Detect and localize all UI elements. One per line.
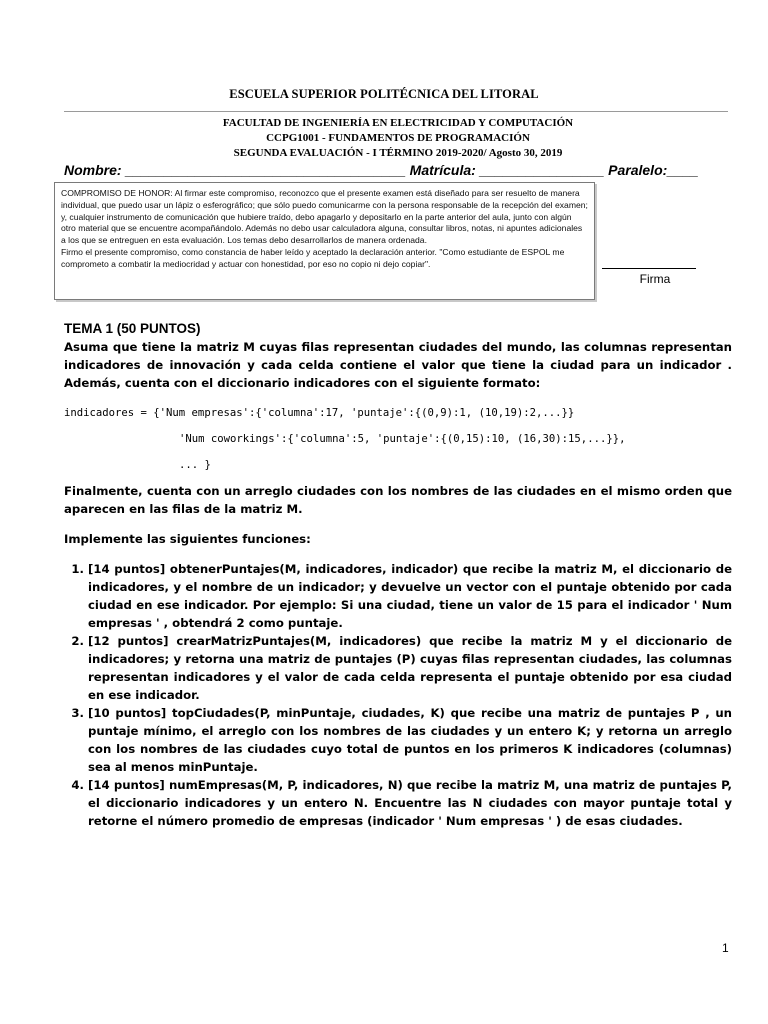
- function-item-crearmatrizpuntajes: 2. [12 puntos] crearMatrizPuntajes(M, indicadores) que recibe la matriz M y el diccionario de indicadores; y retorna una matriz de puntajes (P) cuyas filas representan ciudades, las columnas representan indicadores y el valor de cada celda representa el puntaje obtenido por esa ciudad en ese indicador.: [88, 632, 732, 704]
- function-list: [64, 560, 732, 830]
- signature-label: Firma: [639, 272, 671, 286]
- code-line-1: indicadores = {'Num empresas':{'columna':17, 'puntaje':{(0,9):1, (10,19):2,...}}: [64, 407, 575, 419]
- course-line: CCPG1001 - FUNDAMENTOS DE PROGRAMACIÓN: [266, 132, 530, 144]
- signature-line[interactable]: [602, 268, 696, 269]
- nombre-label: Nombre:: [64, 162, 122, 178]
- faculty-line: FACULTAD DE INGENIERÍA EN ELECTRICIDAD Y COMPUTACIÓN: [222, 117, 574, 129]
- paralelo-field[interactable]: ____: [667, 162, 699, 178]
- exam-line: SEGUNDA EVALUACIÓN - I TÉRMINO 2019-2020/ Agosto 30, 2019: [233, 147, 563, 159]
- tema1-implemente: Implemente las siguientes funciones:: [64, 532, 311, 546]
- code-line-2: 'Num coworkings':{'columna':5, 'puntaje':{(0,15):10, (16,30):15,...}},: [179, 433, 626, 445]
- student-fields: [64, 162, 744, 178]
- header-divider: [64, 111, 728, 112]
- page-number: 1: [722, 941, 729, 955]
- honor-pledge-signature-text: Firmo el presente compromiso, como constancia de haber leído y aceptado la declaración anterior. "Como estudiante de ESPOL me comprometo a combatir la mediocridad y actuar con honestidad, por eso no copio ni dejo copiar".: [61, 246, 565, 269]
- function-item-topciudades: 3. [10 puntos] topCiudades(P, minPuntaje, ciudades, K) que recibe una matriz de puntajes P , un puntaje mínimo, el arreglo con los nombres de las ciudades y un entero K; y retorna un arreglo con los nombres de las ciudades cuyo total de puntos en los primeros K indicadores (columnas) sea al menos minPuntaje.: [88, 704, 732, 776]
- nombre-field[interactable]: ____________________________________: [125, 162, 406, 178]
- matricula-label: Matrícula:: [409, 162, 476, 178]
- institution-title: ESCUELA SUPERIOR POLITÉCNICA DEL LITORAL: [229, 87, 539, 101]
- function-item-numempresas: 4. [14 puntos] numEmpresas(M, P, indicadores, N) que recibe la matriz M, una matriz de puntajes P, el diccionario indicadores y un entero N. Encuentre las N ciudades con mayor puntaje total y retorne el número promedio de empresas (indicador ' Num empresas ' ) de esas ciudades.: [88, 776, 732, 830]
- exam-header: [0, 116, 768, 161]
- tema1-intro: Asuma que tiene la matriz M cuyas filas representan ciudades del mundo, las columnas representan indicadores de innovación y cada celda contiene el valor que tiene la ciudad para un indicador . Además, cuenta con el diccionario indicadores con el siguiente formato:: [64, 340, 732, 390]
- tema1-title: TEMA 1 (50 PUNTOS): [64, 321, 201, 336]
- tema1-section: [64, 320, 732, 830]
- matricula-field[interactable]: ________________: [479, 162, 605, 178]
- tema1-ciudades-text: Finalmente, cuenta con un arreglo ciudades con los nombres de las ciudades en el mismo orden que aparecen en las filas de la matriz M.: [64, 484, 732, 516]
- code-line-3: ... }: [179, 459, 211, 471]
- honor-pledge-box: [54, 182, 595, 300]
- function-item-obtenerpuntajes: 1. [14 puntos] obtenerPuntajes(M, indicadores, indicador) que recibe la matriz M, el diccionario de indicadores, y el nombre de un indicador; y devuelve un vector con el puntaje obtenido por cada ciudad en ese indicador. Por ejemplo: Si una ciudad, tiene un valor de 15 para el indicador ' Num empresas ' , obtendrá 2 como puntaje.: [88, 560, 732, 632]
- indicadores-code-block: [64, 400, 732, 478]
- paralelo-label: Paralelo:: [608, 162, 668, 178]
- honor-pledge-text: COMPROMISO DE HONOR: Al firmar este compromiso, reconozco que el presente examen está diseñado para ser resuelto de manera individual, que puedo usar un lápiz o esferográfico; que sólo puedo comunicarme con la persona responsable de la recepción del examen; y, cualquier instrumento de comunicación que hubiere traído, debo apagarlo y depositarlo en la parte anterior del aula, junto con algún otro material que se encuentre acompañándolo. Además no debo usar calculadora alguna, consultar libros, notas, ni apuntes adicionales a los que se entreguen en esta evaluación. Los temas debo desarrollarlos de manera ordenada.: [61, 188, 588, 246]
